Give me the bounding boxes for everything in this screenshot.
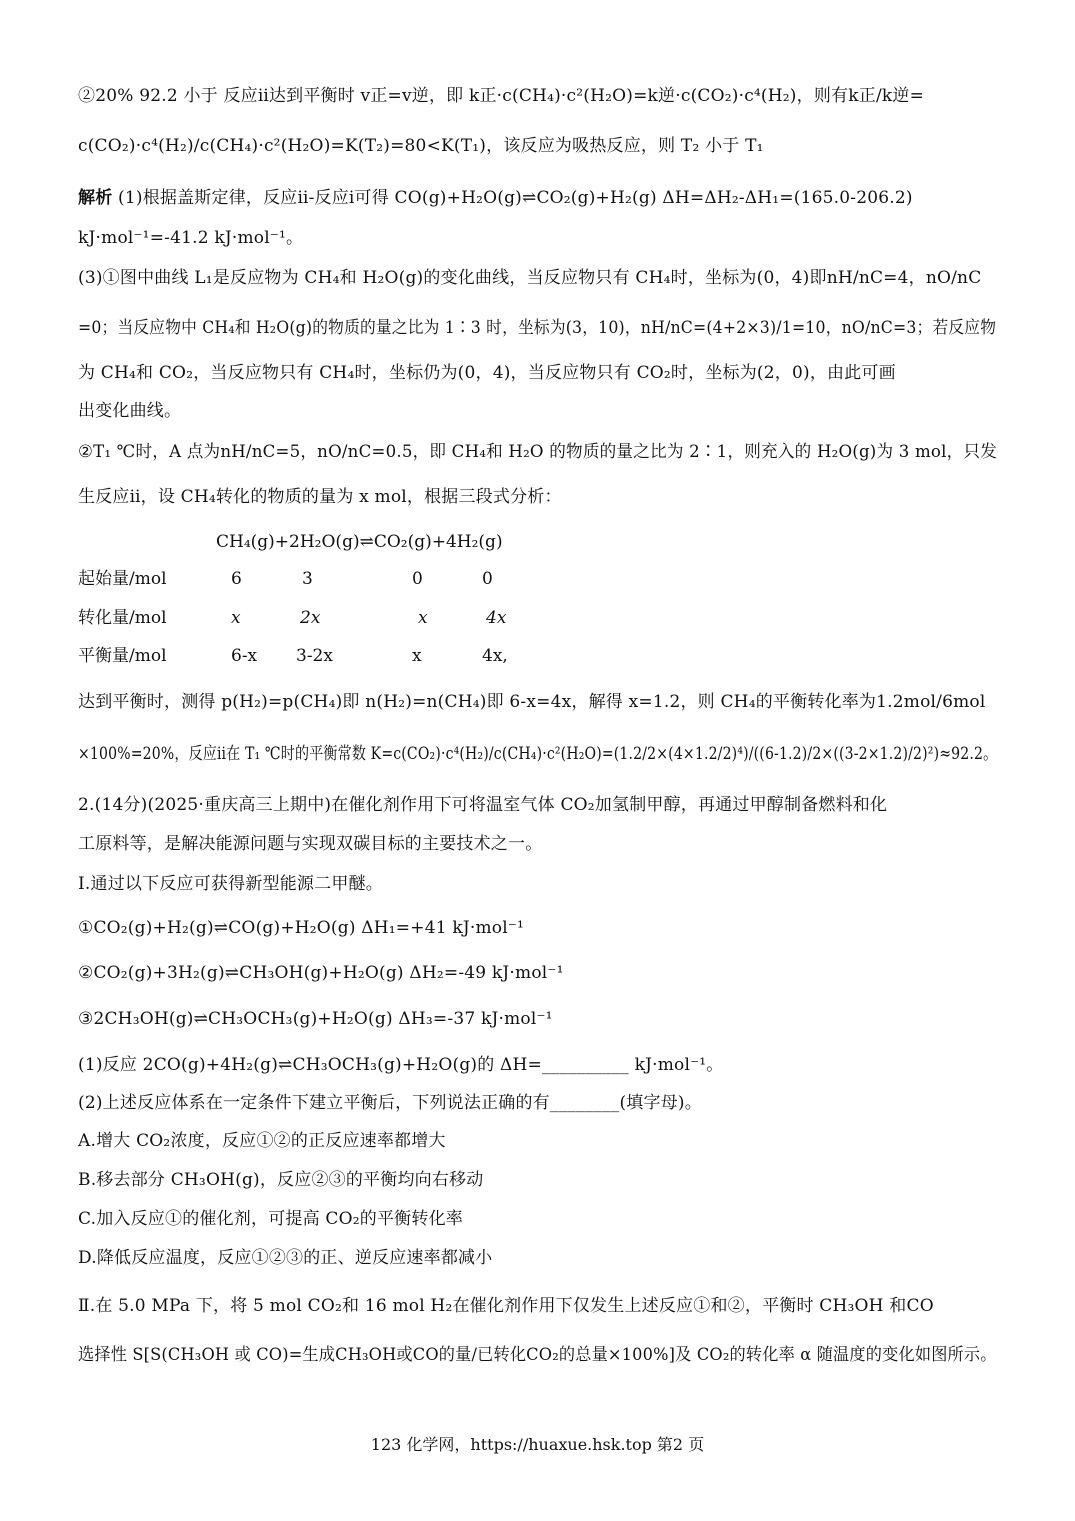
reaction-1: ①CO₂(g)+H₂(g)⇌CO(g)+H₂O(g) ΔH₁=+41 kJ·mol⁻¹ xyxy=(78,918,525,938)
table-cell: 4x xyxy=(486,608,507,628)
table-cell: 3 xyxy=(302,569,313,589)
text-line-content: (1)根据盖斯定律，反应ⅱ-反应ⅰ可得 CO(g)+H₂O(g)⇌CO₂(g)+H₂(g) ΔH=ΔH₂-ΔH₁=(165.0-206.2) xyxy=(112,188,913,208)
text-line: 生反应ⅱ，设 CH₄转化的物质的量为 x mol，根据三段式分析： xyxy=(78,487,562,507)
table-cell: x xyxy=(412,646,422,666)
table-row-label: 起始量/mol xyxy=(78,569,167,589)
table-cell: 4x, xyxy=(482,646,508,666)
table-row-label: 转化量/mol xyxy=(78,608,167,628)
text-line: 为 CH₄和 CO₂，当反应物只有 CH₄时，坐标仍为(0，4)，当反应物只有 CO₂时，坐标为(2，0)，由此可画 xyxy=(78,363,896,383)
reaction-3: ③2CH₃OH(g)⇌CH₃OCH₃(g)+H₂O(g) ΔH₃=-37 kJ·mol⁻¹ xyxy=(78,1009,553,1029)
table-cell: 6 xyxy=(231,569,242,589)
text-line: ②20% 92.2 小于 反应ⅱ达到平衡时 v正=v逆，即 k正·c(CH₄)·c²(H₂O)=k逆·c(CO₂)·c⁴(H₂)，则有k正/k逆= xyxy=(78,86,925,106)
table-cell: x xyxy=(418,608,428,628)
reaction-2: ②CO₂(g)+3H₂(g)⇌CH₃OH(g)+H₂O(g) ΔH₂=-49 kJ·mol⁻¹ xyxy=(78,963,564,983)
three-stage-table xyxy=(78,530,778,670)
table-cell: x xyxy=(231,608,241,628)
question-header: 2.(14分)(2025·重庆高三上期中)在催化剂作用下可将温室气体 CO₂加氢制甲醇，再通过甲醇制备燃料和化 xyxy=(78,795,888,815)
text-line: c(CO₂)·c⁴(H₂)/c(CH₄)·c²(H₂O)=K(T₂)=80<K(T₁)，该反应为吸热反应，则 T₂ 小于 T₁ xyxy=(78,136,764,156)
section-ii-line: 选择性 S[S(CH₃OH 或 CO)=生成CH₃OH或CO的量/已转化CO₂的总量×100%]及 CO₂的转化率 α 随温度的变化如图所示。 xyxy=(78,1345,997,1365)
text-line: 达到平衡时，测得 p(H₂)=p(CH₄)即 n(H₂)=n(CH₄)即 6-x=4x，解得 x=1.2，则 CH₄的平衡转化率为1.2mol/6mol xyxy=(78,692,986,712)
text-line: ×100%=20%，反应ⅱ在 T₁ ℃时的平衡常数 K=c(CO₂)·c⁴(H₂)/c(CH₄)·c²(H₂O)=(1.2/2×(4×1.2/2)⁴)/((6-1.2)/2×((3-2×1.2)/2)²)≈92.2。 xyxy=(78,744,998,764)
table-cell: 0 xyxy=(482,569,493,589)
text-line: ②T₁ ℃时，A 点为nH/nC=5，nO/nC=0.5，即 CH₄和 H₂O 的物质的量之比为 2∶1，则充入的 H₂O(g)为 3 mol，只发 xyxy=(78,442,998,462)
table-row-label: 平衡量/mol xyxy=(78,646,167,666)
page-footer: 123 化学网，https://huaxue.hsk.top 第2 页 xyxy=(370,1435,705,1454)
option-d: D.降低反应温度，反应①②③的正、逆反应速率都减小 xyxy=(78,1248,493,1268)
text-line: 出变化曲线。 xyxy=(78,401,182,421)
table-cell: 3-2x xyxy=(296,646,333,666)
table-equation: CH₄(g)+2H₂O(g)⇌CO₂(g)+4H₂(g) xyxy=(216,532,503,552)
section-ii-line: Ⅱ.在 5.0 MPa 下，将 5 mol CO₂和 16 mol H₂在催化剂作用下仅发生上述反应①和②，平衡时 CH₃OH 和CO xyxy=(78,1296,934,1316)
question-2: (2)上述反应体系在一定条件下建立平衡后，下列说法正确的有________(填字母)。 xyxy=(78,1093,702,1113)
text-line: (3)①图中曲线 L₁是反应物为 CH₄和 H₂O(g)的变化曲线，当反应物只有 CH₄时，坐标为(0，4)即nH/nC=4，nO/nC xyxy=(78,268,982,288)
option-a: A.增大 CO₂浓度，反应①②的正反应速率都增大 xyxy=(78,1131,446,1151)
text-line: =0；当反应物中 CH₄和 H₂O(g)的物质的量之比为 1∶3 时，坐标为(3，10)，nH/nC=(4+2×3)/1=10，nO/nC=3；若反应物 xyxy=(78,318,997,338)
text-line: kJ·mol⁻¹=-41.2 kJ·mol⁻¹。 xyxy=(78,228,304,248)
table-cell: 0 xyxy=(412,569,423,589)
table-cell: 6-x xyxy=(231,646,258,666)
analysis-line xyxy=(78,186,997,210)
option-b: B.移去部分 CH₃OH(g)，反应②③的平衡均向右移动 xyxy=(78,1170,484,1190)
question-1: (1)反应 2CO(g)+4H₂(g)⇌CH₃OCH₃(g)+H₂O(g)的 ΔH=__________ kJ·mol⁻¹。 xyxy=(78,1055,724,1075)
text-line: 工原料等，是解决能源问题与实现双碳目标的主要技术之一。 xyxy=(78,834,543,854)
option-c: C.加入反应①的催化剂，可提高 CO₂的平衡转化率 xyxy=(78,1209,463,1229)
analysis-label: 解析 xyxy=(78,188,113,208)
table-cell: 2x xyxy=(300,608,321,628)
section-heading: Ⅰ.通过以下反应可获得新型能源二甲醚。 xyxy=(78,874,383,894)
